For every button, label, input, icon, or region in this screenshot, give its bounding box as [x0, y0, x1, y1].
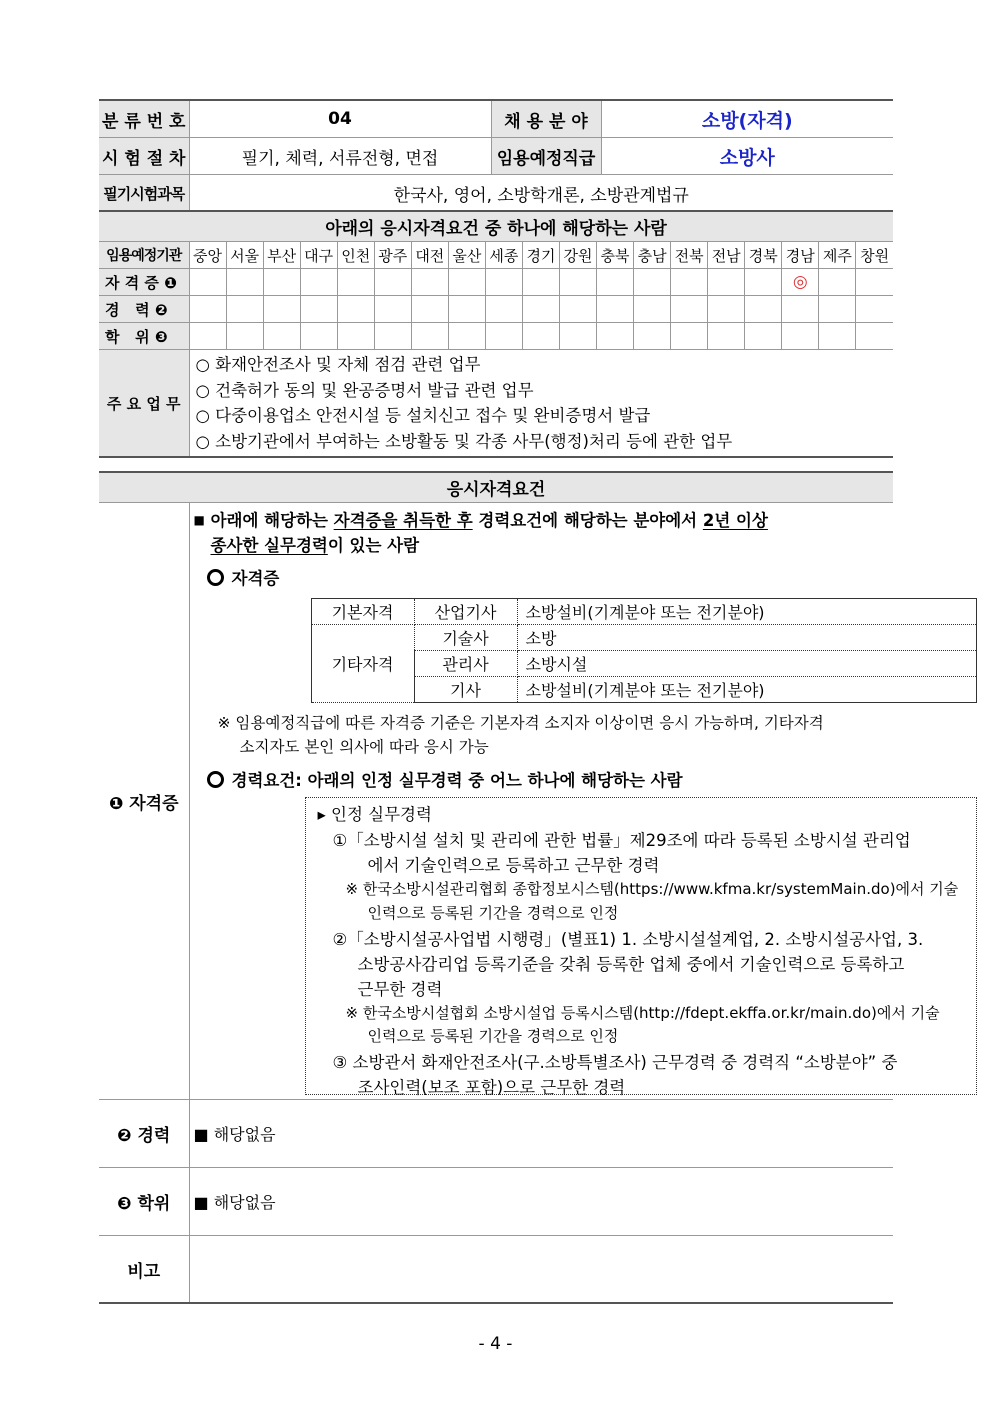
field-value: 소방(자격) — [601, 100, 893, 138]
eligibility-cell — [189, 269, 226, 296]
note-line-1: ※ 임용예정직급에 따른 자격증 기준은 기본자격 소지자 이상이면 응시 가능하며, 기타자격 — [217, 714, 824, 732]
rank-value: 소방사 — [601, 138, 893, 175]
degree-label: ❸ 학위 — [99, 1168, 189, 1236]
agency-header: 경북 — [745, 242, 782, 269]
page-number: - 4 - — [478, 1334, 513, 1354]
other-item: 소방설비(기계분야 또는 전기분야) — [517, 677, 976, 703]
sub-cert-text: 자격증 — [231, 569, 280, 588]
eligibility-cell — [597, 323, 634, 350]
row-career-label: 경 력 ❷ — [99, 296, 189, 323]
cert-grade-table — [311, 598, 977, 703]
sub-cert-heading — [207, 565, 280, 589]
subjects-value: 한국사, 영어, 소방학개론, 소방관계법규 — [189, 175, 893, 213]
eligibility-cell — [374, 296, 411, 323]
intro-text: 아래에 해당하는 — [210, 511, 334, 530]
other-label: 기타자격 — [311, 625, 414, 703]
row-cert-label: 자 격 증 ❶ — [99, 269, 189, 296]
eligibility-cell — [856, 296, 893, 323]
eligibility-cell — [263, 269, 300, 296]
other-item: 소방시설 — [517, 651, 976, 677]
duty-item: ○ 다중이용업소 안전시설 등 설치신고 접수 및 완비증명서 발급 — [195, 406, 651, 425]
agency-header: 대전 — [411, 242, 448, 269]
eligibility-cell — [522, 323, 559, 350]
other-grade: 관리사 — [414, 651, 517, 677]
eligibility-cell — [337, 269, 374, 296]
intro-text: 이 있는 사람 — [327, 536, 420, 555]
eligibility-cell — [411, 296, 448, 323]
eligibility-cell — [485, 323, 522, 350]
circle-bullet-icon — [207, 569, 224, 586]
procedure-value: 필기, 체력, 서류전형, 면접 — [189, 138, 491, 175]
eligibility-cell — [374, 323, 411, 350]
label-procedure: 시 험 절 차 — [99, 138, 189, 175]
item3-line-1: ③ 소방관서 화재안전조사(구.소방특별조사) 근무경력 중 경력직 “소방분야” 중 — [332, 1053, 898, 1072]
item2-note-1: ※ 한국소방시설협회 소방시설업 등록시스템(http://fdept.ekffa.or.kr/main.do)에서 기술 — [345, 1004, 940, 1022]
eligibility-cell — [300, 323, 337, 350]
duty-item: ○ 소방기관에서 부여하는 소방활동 및 각종 사무(행정)처리 등에 관한 업무 — [195, 431, 733, 451]
cert-label: ❶ 자격증 — [99, 503, 189, 1100]
circle-bullet-icon — [207, 771, 224, 788]
qualification-title: 응시자격요건 — [99, 472, 893, 503]
field-number: 04 — [189, 100, 491, 138]
agency-header: 전북 — [671, 242, 708, 269]
intro-underlined: 종사한 실무경력 — [210, 536, 328, 555]
eligibility-cell — [856, 323, 893, 350]
item3-line-2: 조사인력(보조 포함)으로 근무한 경력 — [357, 1078, 626, 1097]
label-subjects: 필기시험과목 — [99, 175, 189, 213]
career-box — [305, 797, 977, 1095]
cert-mark: ◎ — [782, 269, 819, 296]
eligibility-cell — [522, 296, 559, 323]
agency-header: 충북 — [597, 242, 634, 269]
agency-header: 충남 — [634, 242, 671, 269]
cert-content — [190, 503, 959, 1099]
eligibility-cell — [559, 296, 596, 323]
eligibility-cell — [337, 323, 374, 350]
agency-header: 경남 — [782, 242, 819, 269]
eligibility-cell — [708, 323, 745, 350]
other-item: 소방 — [517, 625, 976, 651]
eligibility-cell — [671, 296, 708, 323]
agency-header: 전남 — [708, 242, 745, 269]
requirements-title: 아래의 응시자격요건 중 하나에 해당하는 사람 — [99, 211, 893, 242]
eligibility-cell — [671, 323, 708, 350]
basic-grade: 산업기사 — [414, 599, 517, 625]
other-grade: 기사 — [414, 677, 517, 703]
box-title: ▸ 인정 실무경력 — [317, 805, 432, 824]
duties-list — [189, 350, 893, 458]
intro-line-1 — [194, 507, 768, 531]
item1-note-2: 인력으로 등록된 기간을 경력으로 인정 — [367, 904, 619, 922]
eligibility-cell — [819, 269, 856, 296]
eligibility-cell — [189, 296, 226, 323]
intro-text: 경력요건에 해당하는 분야에서 — [472, 511, 703, 530]
eligibility-cell — [819, 296, 856, 323]
eligibility-cell — [263, 323, 300, 350]
agency-header: 인천 — [337, 242, 374, 269]
other-grade: 기술사 — [414, 625, 517, 651]
row-degree-label: 학 위 ❸ — [99, 323, 189, 350]
eligibility-cell — [226, 296, 263, 323]
eligibility-cell — [782, 296, 819, 323]
agency-table — [99, 210, 893, 458]
item1-line-2: 에서 기술인력으로 등록하고 근무한 경력 — [367, 856, 660, 875]
item2-note-2: 인력으로 등록된 기간을 경력으로 인정 — [367, 1027, 619, 1045]
eligibility-cell — [597, 296, 634, 323]
eligibility-cell — [226, 269, 263, 296]
eligibility-cell — [745, 323, 782, 350]
basic-label: 기본자격 — [311, 599, 414, 625]
degree-value: ■ 해당없음 — [189, 1168, 893, 1236]
square-bullet-icon: ■ — [193, 513, 205, 527]
intro-underlined: 자격증을 취득한 후 — [333, 511, 473, 530]
eligibility-cell — [634, 296, 671, 323]
eligibility-cell — [708, 296, 745, 323]
eligibility-cell — [337, 296, 374, 323]
item2-line-2: 소방공사감리업 등록기준을 갖춰 등록한 업체 중에서 기술인력으로 등록하고 — [357, 955, 905, 974]
remarks-value — [189, 1236, 893, 1304]
label-field: 채 용 분 야 — [491, 100, 601, 138]
eligibility-cell — [263, 296, 300, 323]
agency-header: 강원 — [559, 242, 596, 269]
agency-label: 임용예정기관 — [99, 242, 189, 269]
career-label: ❷ 경력 — [99, 1100, 189, 1168]
eligibility-cell — [448, 296, 485, 323]
eligibility-cell — [745, 296, 782, 323]
label-rank: 임용예정직급 — [491, 138, 601, 175]
remarks-label: 비고 — [99, 1236, 189, 1304]
sub-career-text: 경력요건: 아래의 인정 실무경력 중 어느 하나에 해당하는 사람 — [231, 771, 683, 790]
duties-label: 주 요 업 무 — [99, 350, 189, 458]
eligibility-cell — [448, 269, 485, 296]
eligibility-cell — [819, 323, 856, 350]
agency-header: 세종 — [485, 242, 522, 269]
eligibility-cell — [300, 296, 337, 323]
eligibility-cell — [559, 323, 596, 350]
item1-note-1: ※ 한국소방시설관리협회 종합정보시스템(https://www.kfma.kr/systemMain.do)에서 기술 — [345, 880, 959, 898]
info-table — [99, 99, 893, 213]
item2-line-3: 근무한 경력 — [357, 980, 443, 999]
agency-header: 중앙 — [189, 242, 226, 269]
agency-header: 대구 — [300, 242, 337, 269]
eligibility-cell — [597, 269, 634, 296]
sub-career-heading — [207, 767, 683, 791]
intro-line-2 — [211, 532, 420, 556]
agency-header: 서울 — [226, 242, 263, 269]
duty-item: ○ 건축허가 동의 및 완공증명서 발급 관련 업무 — [195, 380, 534, 400]
eligibility-cell — [485, 296, 522, 323]
eligibility-cell — [300, 269, 337, 296]
eligibility-cell — [226, 323, 263, 350]
agency-header: 창원 — [856, 242, 893, 269]
agency-header: 울산 — [448, 242, 485, 269]
eligibility-cell — [189, 323, 226, 350]
career-value: ■ 해당없음 — [189, 1100, 893, 1168]
eligibility-cell — [485, 269, 522, 296]
agency-header: 부산 — [263, 242, 300, 269]
eligibility-cell — [522, 269, 559, 296]
eligibility-cell — [559, 269, 596, 296]
qualification-table — [99, 471, 959, 1304]
agency-header: 광주 — [374, 242, 411, 269]
item1-line-1: ①「소방시설 설치 및 관리에 관한 법률」제29조에 따라 등록된 소방시설 관리업 — [332, 831, 911, 850]
basic-item: 소방설비(기계분야 또는 전기분야) — [517, 599, 976, 625]
eligibility-cell — [745, 269, 782, 296]
item2-line-1: ②「소방시설공사업법 시행령」(별표1) 1. 소방시설설계업, 2. 소방시설공사업, 3. — [332, 930, 924, 949]
eligibility-cell — [782, 323, 819, 350]
intro-underlined: 2년 이상 — [702, 511, 768, 530]
eligibility-cell — [411, 269, 448, 296]
duty-item: ○ 화재안전조사 및 자체 점검 관련 업무 — [195, 355, 481, 374]
eligibility-cell — [708, 269, 745, 296]
eligibility-cell — [671, 269, 708, 296]
note-line-2: 소지자도 본인 의사에 따라 응시 가능 — [239, 738, 489, 756]
eligibility-cell — [856, 269, 893, 296]
eligibility-cell — [634, 269, 671, 296]
agency-header: 제주 — [819, 242, 856, 269]
eligibility-cell — [634, 323, 671, 350]
eligibility-cell — [448, 323, 485, 350]
eligibility-cell — [374, 269, 411, 296]
label-number: 분 류 번 호 — [99, 100, 189, 138]
agency-header: 경기 — [522, 242, 559, 269]
eligibility-cell — [411, 323, 448, 350]
